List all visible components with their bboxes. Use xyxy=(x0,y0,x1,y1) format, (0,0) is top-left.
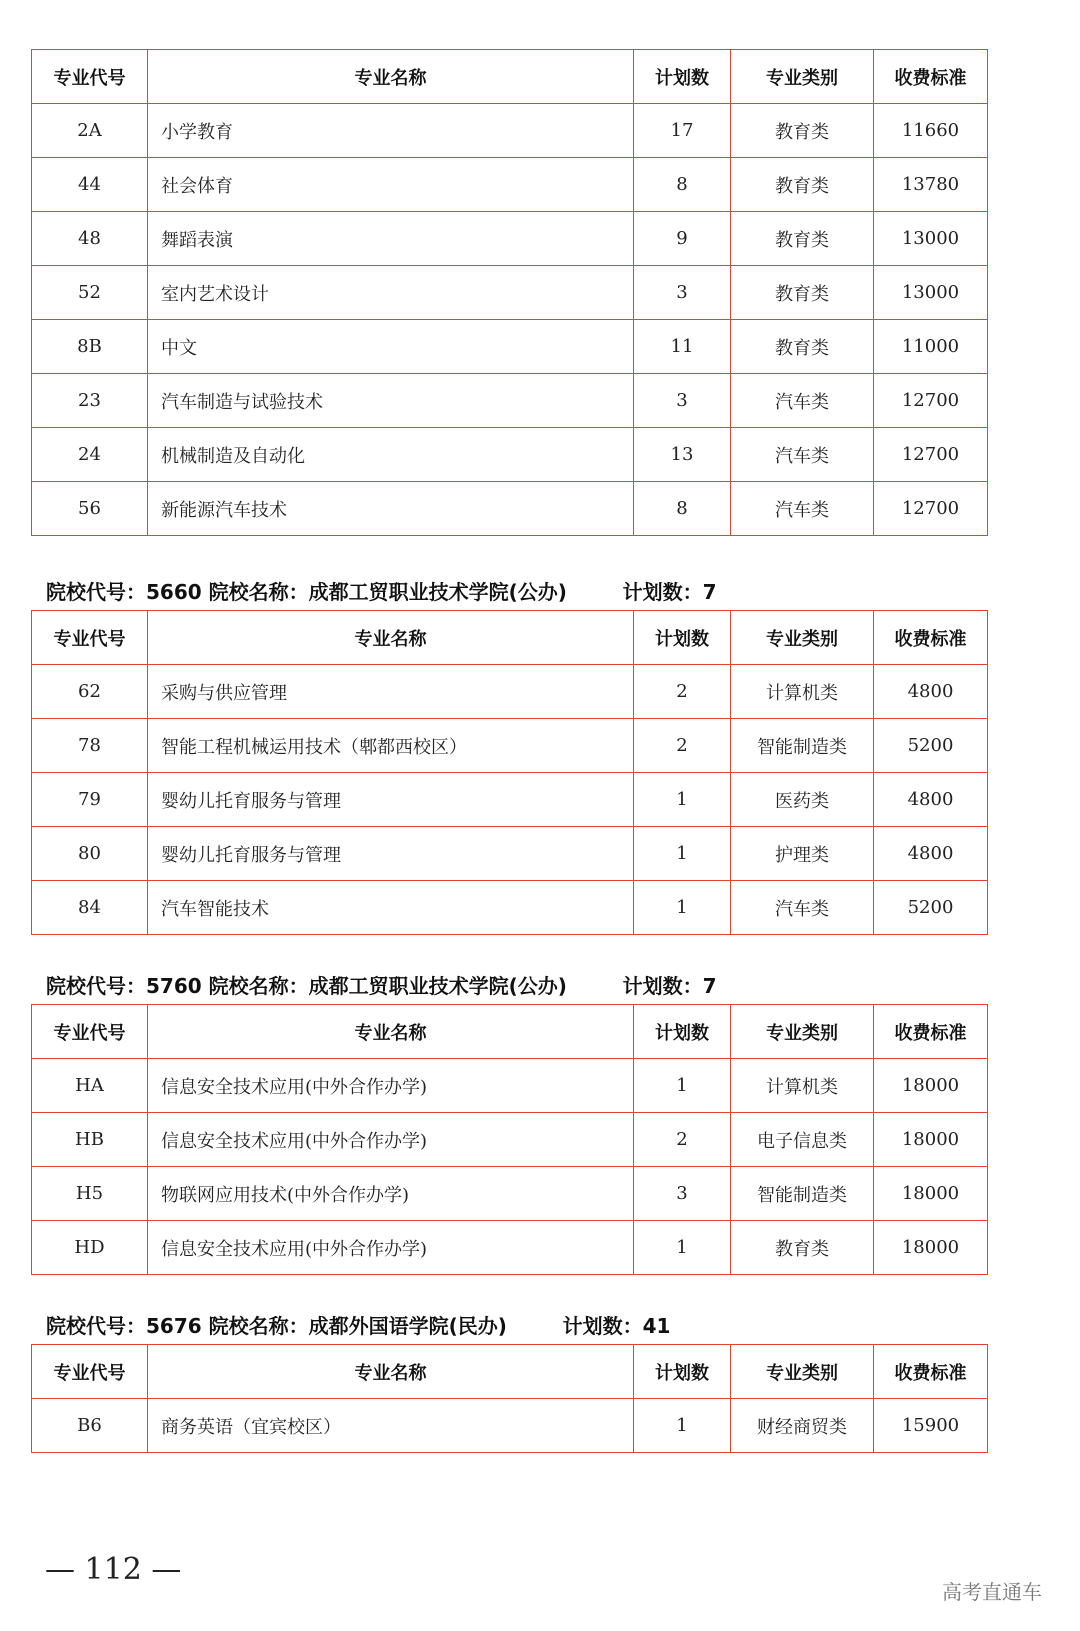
cell-code: 79 xyxy=(32,773,148,827)
cell-code: H5 xyxy=(32,1167,148,1221)
cell-name: 汽车智能技术 xyxy=(148,881,634,935)
cell-plan: 17 xyxy=(634,104,731,158)
major-table xyxy=(31,610,988,935)
cell-plan: 8 xyxy=(634,158,731,212)
cell-fee: 18000 xyxy=(874,1221,988,1275)
table-row xyxy=(32,212,988,266)
table-row xyxy=(32,773,988,827)
watermark: 高考直通车 xyxy=(942,1580,1042,1604)
cell-category: 计算机类 xyxy=(731,1059,874,1113)
cell-name: 物联网应用技术(中外合作办学) xyxy=(148,1167,634,1221)
cell-code: 44 xyxy=(32,158,148,212)
school-header: 院校代号：5676 院校名称：成都外国语学院(民办) 计划数：41 xyxy=(46,1314,671,1338)
column-header-category: 专业类别 xyxy=(731,1345,874,1399)
table-row xyxy=(32,881,988,935)
school-header: 院校代号：5760 院校名称：成都工贸职业技术学院(公办) 计划数：7 xyxy=(46,974,717,998)
cell-plan: 1 xyxy=(634,1221,731,1275)
table-row xyxy=(32,374,988,428)
table-header-row xyxy=(32,611,988,665)
cell-plan: 1 xyxy=(634,881,731,935)
cell-plan: 2 xyxy=(634,1113,731,1167)
column-header-category: 专业类别 xyxy=(731,50,874,104)
cell-name: 汽车制造与试验技术 xyxy=(148,374,634,428)
table-header-row xyxy=(32,1005,988,1059)
column-header-category: 专业类别 xyxy=(731,1005,874,1059)
table-row xyxy=(32,266,988,320)
cell-fee: 13000 xyxy=(874,212,988,266)
cell-name: 商务英语（宜宾校区） xyxy=(148,1399,634,1453)
cell-category: 教育类 xyxy=(731,320,874,374)
cell-plan: 8 xyxy=(634,482,731,536)
cell-category: 汽车类 xyxy=(731,881,874,935)
cell-category: 教育类 xyxy=(731,212,874,266)
table-row xyxy=(32,1221,988,1275)
table-row xyxy=(32,1113,988,1167)
school-header: 院校代号：5660 院校名称：成都工贸职业技术学院(公办) 计划数：7 xyxy=(46,580,717,604)
cell-code: 62 xyxy=(32,665,148,719)
cell-plan: 3 xyxy=(634,374,731,428)
cell-category: 医药类 xyxy=(731,773,874,827)
cell-category: 教育类 xyxy=(731,266,874,320)
cell-plan: 2 xyxy=(634,665,731,719)
cell-code: 23 xyxy=(32,374,148,428)
cell-name: 小学教育 xyxy=(148,104,634,158)
cell-code: HD xyxy=(32,1221,148,1275)
table-row xyxy=(32,665,988,719)
cell-category: 电子信息类 xyxy=(731,1113,874,1167)
cell-name: 室内艺术设计 xyxy=(148,266,634,320)
cell-fee: 12700 xyxy=(874,482,988,536)
page-number: — 112 — xyxy=(45,1552,182,1587)
table-header-row xyxy=(32,50,988,104)
cell-fee: 11000 xyxy=(874,320,988,374)
table-row xyxy=(32,827,988,881)
cell-fee: 13780 xyxy=(874,158,988,212)
column-header-fee: 收费标准 xyxy=(874,1005,988,1059)
cell-code: 52 xyxy=(32,266,148,320)
cell-name: 智能工程机械运用技术（郫都西校区） xyxy=(148,719,634,773)
cell-category: 护理类 xyxy=(731,827,874,881)
cell-plan: 3 xyxy=(634,1167,731,1221)
cell-category: 智能制造类 xyxy=(731,1167,874,1221)
column-header-plan: 计划数 xyxy=(634,1345,731,1399)
cell-plan: 11 xyxy=(634,320,731,374)
cell-name: 婴幼儿托育服务与管理 xyxy=(148,827,634,881)
table-row xyxy=(32,1399,988,1453)
table-row xyxy=(32,1167,988,1221)
cell-fee: 4800 xyxy=(874,827,988,881)
cell-fee: 11660 xyxy=(874,104,988,158)
cell-name: 信息安全技术应用(中外合作办学) xyxy=(148,1113,634,1167)
cell-category: 汽车类 xyxy=(731,374,874,428)
cell-fee: 18000 xyxy=(874,1059,988,1113)
cell-plan: 3 xyxy=(634,266,731,320)
column-header-name: 专业名称 xyxy=(148,1345,634,1399)
cell-code: 80 xyxy=(32,827,148,881)
table-row xyxy=(32,482,988,536)
table-row xyxy=(32,158,988,212)
cell-fee: 12700 xyxy=(874,428,988,482)
cell-name: 社会体育 xyxy=(148,158,634,212)
cell-name: 采购与供应管理 xyxy=(148,665,634,719)
cell-fee: 18000 xyxy=(874,1167,988,1221)
cell-plan: 1 xyxy=(634,773,731,827)
cell-fee: 12700 xyxy=(874,374,988,428)
cell-fee: 15900 xyxy=(874,1399,988,1453)
cell-fee: 4800 xyxy=(874,665,988,719)
cell-code: 24 xyxy=(32,428,148,482)
column-header-category: 专业类别 xyxy=(731,611,874,665)
column-header-plan: 计划数 xyxy=(634,1005,731,1059)
column-header-name: 专业名称 xyxy=(148,50,634,104)
cell-fee: 18000 xyxy=(874,1113,988,1167)
cell-category: 智能制造类 xyxy=(731,719,874,773)
cell-plan: 1 xyxy=(634,1399,731,1453)
column-header-code: 专业代号 xyxy=(32,1005,148,1059)
cell-code: 78 xyxy=(32,719,148,773)
cell-name: 中文 xyxy=(148,320,634,374)
cell-plan: 13 xyxy=(634,428,731,482)
cell-fee: 13000 xyxy=(874,266,988,320)
major-table xyxy=(31,1004,988,1275)
table-row xyxy=(32,320,988,374)
column-header-name: 专业名称 xyxy=(148,1005,634,1059)
cell-fee: 5200 xyxy=(874,881,988,935)
table-header-row xyxy=(32,1345,988,1399)
cell-code: HA xyxy=(32,1059,148,1113)
column-header-code: 专业代号 xyxy=(32,1345,148,1399)
column-header-code: 专业代号 xyxy=(32,50,148,104)
cell-name: 信息安全技术应用(中外合作办学) xyxy=(148,1059,634,1113)
cell-code: 56 xyxy=(32,482,148,536)
cell-category: 汽车类 xyxy=(731,482,874,536)
cell-category: 财经商贸类 xyxy=(731,1399,874,1453)
table-row xyxy=(32,719,988,773)
cell-name: 舞蹈表演 xyxy=(148,212,634,266)
cell-category: 汽车类 xyxy=(731,428,874,482)
cell-plan: 2 xyxy=(634,719,731,773)
cell-name: 机械制造及自动化 xyxy=(148,428,634,482)
column-header-code: 专业代号 xyxy=(32,611,148,665)
cell-code: 8B xyxy=(32,320,148,374)
cell-code: 2A xyxy=(32,104,148,158)
cell-category: 教育类 xyxy=(731,158,874,212)
cell-category: 教育类 xyxy=(731,1221,874,1275)
cell-fee: 5200 xyxy=(874,719,988,773)
cell-plan: 1 xyxy=(634,1059,731,1113)
major-table xyxy=(31,49,988,536)
table-row xyxy=(32,428,988,482)
column-header-name: 专业名称 xyxy=(148,611,634,665)
cell-fee: 4800 xyxy=(874,773,988,827)
cell-category: 教育类 xyxy=(731,104,874,158)
cell-name: 信息安全技术应用(中外合作办学) xyxy=(148,1221,634,1275)
column-header-plan: 计划数 xyxy=(634,50,731,104)
table-row xyxy=(32,104,988,158)
major-table xyxy=(31,1344,988,1453)
cell-name: 婴幼儿托育服务与管理 xyxy=(148,773,634,827)
cell-code: B6 xyxy=(32,1399,148,1453)
cell-category: 计算机类 xyxy=(731,665,874,719)
cell-code: 48 xyxy=(32,212,148,266)
cell-code: HB xyxy=(32,1113,148,1167)
cell-name: 新能源汽车技术 xyxy=(148,482,634,536)
column-header-plan: 计划数 xyxy=(634,611,731,665)
column-header-fee: 收费标准 xyxy=(874,50,988,104)
cell-plan: 9 xyxy=(634,212,731,266)
cell-code: 84 xyxy=(32,881,148,935)
table-row xyxy=(32,1059,988,1113)
column-header-fee: 收费标准 xyxy=(874,611,988,665)
cell-plan: 1 xyxy=(634,827,731,881)
column-header-fee: 收费标准 xyxy=(874,1345,988,1399)
